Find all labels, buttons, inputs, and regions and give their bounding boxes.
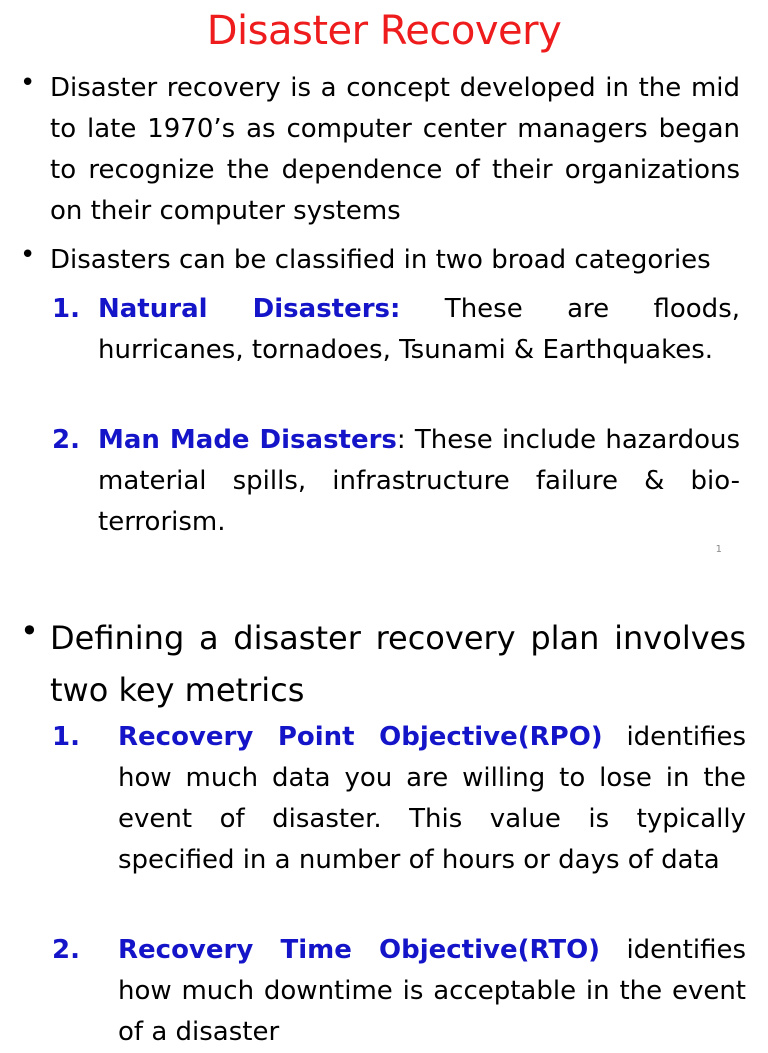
slide-title: Disaster Recovery [206, 8, 562, 54]
bullet-icon: • [20, 612, 39, 650]
bullet-item [20, 612, 746, 716]
item-label: Recovery Point Objective(RPO) [118, 722, 603, 752]
item-number: 2. [52, 425, 80, 455]
bullet-text: Defining a disaster recovery plan involves two key metrics [50, 619, 746, 709]
item-text [118, 930, 746, 1053]
item-description: identifies how much data you are willing to lose in the event of disaster. This value is typically specified in a number of hours or days of data [118, 722, 746, 875]
item-label: Recovery Time Objective(RTO) [118, 935, 601, 965]
bullet-text: Disaster recovery is a concept developed in the mid to late 1970’s as computer center managers began to recognize the dependence of their organizations on their computer systems [50, 73, 740, 226]
item-description: identifies how much downtime is acceptable in the event of a disaster [118, 935, 746, 1047]
item-label: Natural Disasters: [98, 294, 401, 324]
bullet-icon: • [20, 240, 36, 270]
item-number: 2. [52, 935, 80, 965]
item-label: Man Made Disasters [98, 425, 397, 455]
item-text [118, 717, 746, 881]
item-description: : These include hazardous material spills, infrastructure failure & bio-terrorism. [98, 425, 741, 537]
numbered-item [52, 717, 746, 881]
numbered-item [52, 930, 746, 1053]
item-number: 1. [52, 722, 80, 752]
numbered-item [52, 420, 740, 543]
numbered-item [52, 289, 740, 371]
item-text [98, 420, 740, 543]
item-text [98, 289, 740, 371]
bullet-text: Disasters can be classified in two broad categories [50, 245, 711, 275]
item-number: 1. [52, 294, 80, 324]
bullet-item [20, 68, 740, 232]
item-description: These are floods, hurricanes, tornadoes, Tsunami & Earthquakes. [98, 294, 740, 365]
bullet-icon: • [20, 68, 36, 98]
page-number: 1 [715, 544, 722, 555]
bullet-item [20, 240, 740, 281]
